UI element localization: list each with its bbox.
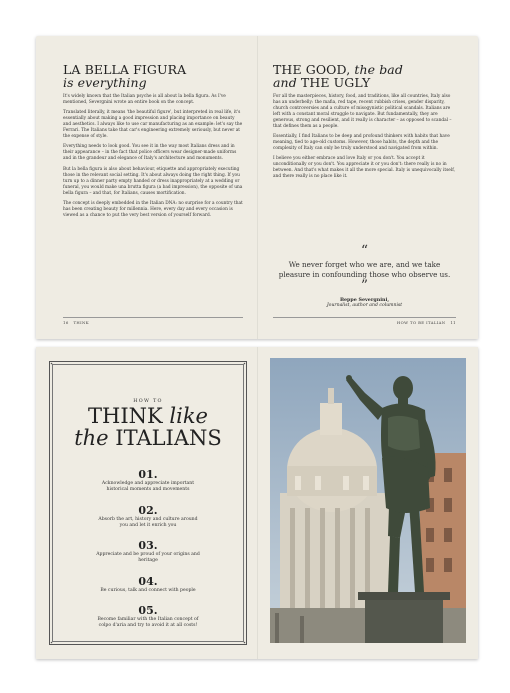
right-heading-line2-a: and [273,75,297,90]
step-item [50,575,246,594]
right-running-head: HOW TO BE ITALIAN [396,320,446,325]
step-text: Be curious, talk and connect with people [100,587,196,593]
left-heading-line1: LA BELLA FIGURA [63,62,187,77]
think-title-word: like [169,404,208,428]
right-heading [273,63,456,89]
step-number: 01. [138,468,158,481]
think-title [50,405,246,449]
quote-text: We never forget who we are, and we take pleasure in confounding those who observe us. [278,260,451,279]
frame-corner-icon [49,361,55,367]
left-page [36,36,257,339]
top-spread [36,36,478,339]
right-page [257,36,478,339]
think-title-word: THINK [88,404,163,428]
right-heading-line1-b: the bad [354,62,403,77]
step-number: 02. [138,503,158,517]
right-heading-line2 [273,76,456,89]
step-number: 04. [138,574,158,588]
step-number: 05. [138,604,158,617]
left-heading-line2: is everything [63,75,147,90]
step-item [50,468,246,493]
step-number: 03. [138,539,158,552]
right-paragraph: For all the masterpieces, history, food, and traditions, like all countries, Italy also has an underbelly: the mafia, red tape, recent rubbish crises, gender disparity, church controversies and a culture of misogynistic political scandals. Italians are left with a constant moral struggle to navigate. But fundamentally, they are generous, strong and resilient, and it really is character – as opposed to scandal – that defines them as a people. [273,94,452,129]
right-footer-rule [273,317,456,318]
pull-quote [273,243,456,308]
right-body [273,94,456,185]
step-text: Acknowledge and appreciate important historical moments and movements [101,481,195,492]
left-paragraph: It's widely known that the Italian psyche is all about la bella figura. As I've mentioned, Severgnini wrote an entire book on the concept. [63,94,226,105]
left-paragraph: The concept is deeply embedded in the Italian DNA: no surprise for a country that has been creating beauty for millennia. Here, every day and every occasion is viewed as a chance to put the very best version of yourself forward. [63,200,243,218]
left-running-head: THINK [73,320,89,325]
steps-list [50,468,246,640]
close-quote-icon: ” [360,278,369,294]
right-heading-line2-b: THE UGLY [300,75,371,90]
quote-attribution-title: Journalist, author and columnist [326,303,403,308]
left-page-number: 16 [63,320,69,325]
open-quote-icon: “ [360,243,369,259]
frame-corner-icon [241,639,247,645]
step-item [50,504,246,529]
right-page-number: 11 [450,320,456,325]
left-body [63,94,243,223]
frame-corner-icon [49,639,55,645]
frame-corner-icon [241,361,247,367]
right-footer [397,320,456,325]
left-heading [63,63,243,89]
think-title-word: ITALIANS [115,426,222,450]
think-title-word: the [74,426,109,450]
statue-photo [270,358,466,643]
left-paragraph: Everything needs to look good. You see it in the way most Italians dress and in their appearance – in the fact that police officers wear designer-made uniforms and in the grandeur and elegance of Italy's architecture and monuments. [63,144,237,162]
left-footer [63,320,89,325]
step-item [50,539,246,564]
step-text: Absorb the art, history and culture around you and let it enrich you [98,516,198,528]
left-paragraph: But la bella figura is also about behaviour, etiquette and appropriately executing those in the relevant social setting. It's about always doing the right thing. If you turn up to a dinner party empty handed or dress inappropriately at a wedding or funeral, you would make una brutta figura (a bad impression), the opposite of una bella figura – and that, for Italians, causes mortification. [63,166,243,196]
left-paragraph: Translated literally, it means 'the beautiful figure', but interpreted in real life, it's essentially about making a good impression and placing importance on beauty and aesthetics. I always like to use car manufacturing as an example: let's say the Ferrari. The Italians take that car's engineering extremely seriously, but never at the expense of style. [63,110,243,140]
step-item [50,604,246,629]
step-text: Appreciate and be proud of your origins and heritage [96,552,200,563]
right-heading-line1-a: THE GOOD, [273,62,351,77]
gutter [257,347,258,659]
bottom-spread [36,347,478,659]
left-footer-rule [63,317,243,318]
right-paragraph: Essentially, I find Italians to be deep and profound thinkers with habits that have meaning, tied to age-old customs. However, those habits, the depth and the complexity of Italy can only be truly understood and navigated from within. [273,134,450,152]
quote-attribution-name: Beppe Severgnini, [339,297,390,303]
how-to-kicker: HOW TO [133,399,163,404]
step-text: Become familiar with the Italian concept of colpo d'aria and try to avoid it at all costs! [97,617,199,628]
right-paragraph: I believe you either embrace and love Italy or you don't. You accept it unconditionally or you don't. You appreciate it or you don't: there really is no in between. And that's what makes it all the more special. Italy is unequivocally itself, and there really is no place like it. [273,156,455,180]
decorative-frame [49,361,247,645]
